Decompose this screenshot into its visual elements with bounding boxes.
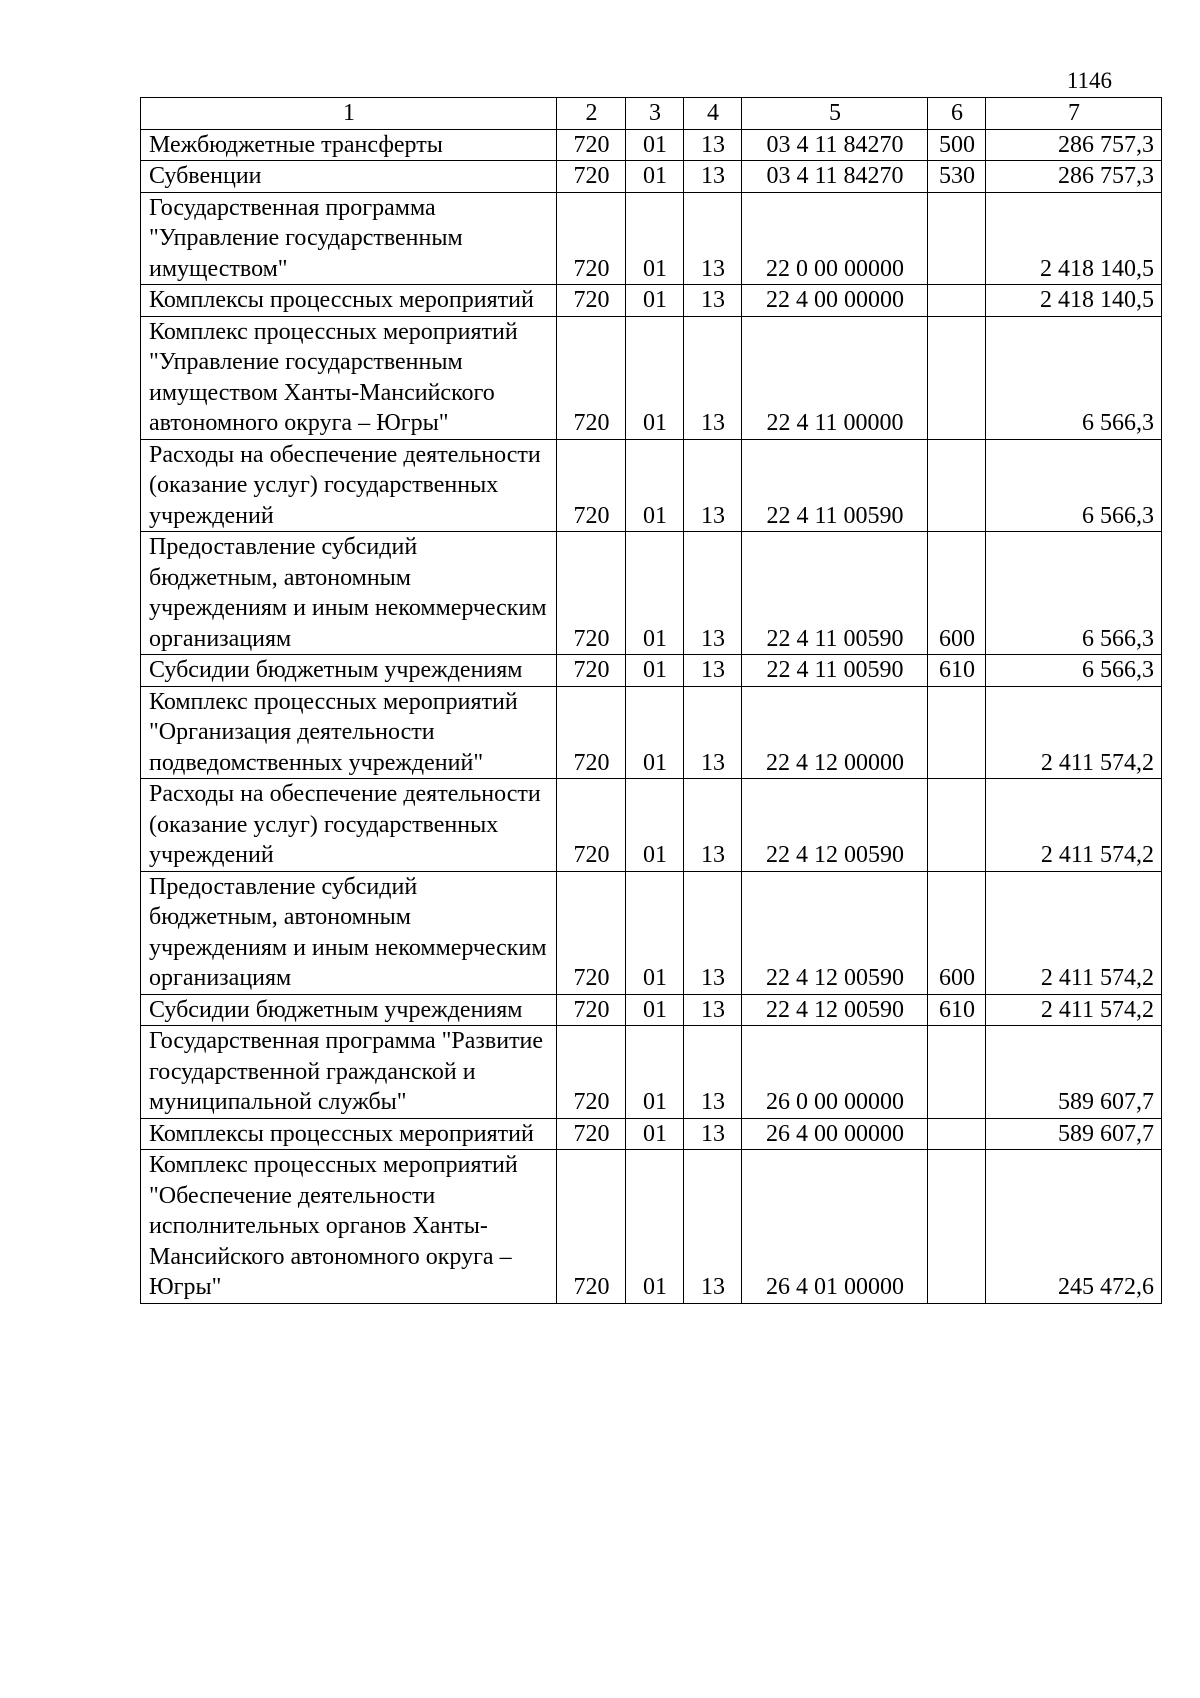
item-name-cell: Государственная программа "Развитие государственной гражданской и муниципальной службы" xyxy=(141,1026,557,1119)
header-cell: 6 xyxy=(928,98,986,130)
ministry-code-cell: 720 xyxy=(557,1026,626,1119)
table-row xyxy=(141,192,1162,285)
target-article-cell: 03 4 11 84270 xyxy=(742,161,928,193)
section-code-cell: 01 xyxy=(626,871,684,994)
ministry-code-cell: 720 xyxy=(557,532,626,655)
subsection-code-cell: 13 xyxy=(684,1026,742,1119)
budget-table xyxy=(140,97,1162,1304)
item-name-cell: Комплекс процессных мероприятий "Организация деятельности подведомственных учреждений" xyxy=(141,686,557,779)
target-article-cell: 22 4 12 00590 xyxy=(742,871,928,994)
table-row xyxy=(141,439,1162,532)
table-row xyxy=(141,994,1162,1026)
amount-cell: 6 566,3 xyxy=(986,655,1162,687)
header-cell: 3 xyxy=(626,98,684,130)
subsection-code-cell: 13 xyxy=(684,1118,742,1150)
section-code-cell: 01 xyxy=(626,192,684,285)
section-code-cell: 01 xyxy=(626,779,684,872)
amount-cell: 286 757,3 xyxy=(986,129,1162,161)
item-name-cell: Расходы на обеспечение деятельности (оказание услуг) государственных учреждений xyxy=(141,779,557,872)
subsection-code-cell: 13 xyxy=(684,439,742,532)
amount-cell: 2 418 140,5 xyxy=(986,192,1162,285)
expense-type-cell: 610 xyxy=(928,994,986,1026)
subsection-code-cell: 13 xyxy=(684,779,742,872)
ministry-code-cell: 720 xyxy=(557,316,626,439)
section-code-cell: 01 xyxy=(626,1150,684,1304)
target-article-cell: 22 4 11 00590 xyxy=(742,532,928,655)
table-row xyxy=(141,316,1162,439)
target-article-cell: 22 4 11 00000 xyxy=(742,316,928,439)
section-code-cell: 01 xyxy=(626,285,684,317)
amount-cell: 245 472,6 xyxy=(986,1150,1162,1304)
page-number: 1146 xyxy=(1066,68,1112,93)
expense-type-cell xyxy=(928,285,986,317)
table-row xyxy=(141,285,1162,317)
amount-cell: 2 411 574,2 xyxy=(986,779,1162,872)
target-article-cell: 22 4 00 00000 xyxy=(742,285,928,317)
table-row xyxy=(141,686,1162,779)
section-code-cell: 01 xyxy=(626,316,684,439)
target-article-cell: 22 0 00 00000 xyxy=(742,192,928,285)
ministry-code-cell: 720 xyxy=(557,285,626,317)
subsection-code-cell: 13 xyxy=(684,994,742,1026)
expense-type-cell: 530 xyxy=(928,161,986,193)
amount-cell: 6 566,3 xyxy=(986,532,1162,655)
item-name-cell: Предоставление субсидий бюджетным, автономным учреждениям и иным некоммерческим организациям xyxy=(141,871,557,994)
amount-cell: 6 566,3 xyxy=(986,439,1162,532)
table-row xyxy=(141,1118,1162,1150)
table-row xyxy=(141,1026,1162,1119)
amount-cell: 2 411 574,2 xyxy=(986,686,1162,779)
expense-type-cell: 500 xyxy=(928,129,986,161)
header-cell: 2 xyxy=(557,98,626,130)
target-article-cell: 26 4 01 00000 xyxy=(742,1150,928,1304)
ministry-code-cell: 720 xyxy=(557,1150,626,1304)
amount-cell: 286 757,3 xyxy=(986,161,1162,193)
expense-type-cell xyxy=(928,1026,986,1119)
subsection-code-cell: 13 xyxy=(684,316,742,439)
subsection-code-cell: 13 xyxy=(684,686,742,779)
expense-type-cell xyxy=(928,779,986,872)
subsection-code-cell: 13 xyxy=(684,285,742,317)
table-body xyxy=(141,129,1162,1303)
expense-type-cell xyxy=(928,686,986,779)
target-article-cell: 22 4 12 00590 xyxy=(742,779,928,872)
item-name-cell: Комплекс процессных мероприятий "Обеспечение деятельности исполнительных органов Ханты-Мансийского автономного округа – Югры" xyxy=(141,1150,557,1304)
ministry-code-cell: 720 xyxy=(557,994,626,1026)
item-name-cell: Субсидии бюджетным учреждениям xyxy=(141,655,557,687)
subsection-code-cell: 13 xyxy=(684,1150,742,1304)
expense-type-cell xyxy=(928,439,986,532)
item-name-cell: Межбюджетные трансферты xyxy=(141,129,557,161)
target-article-cell: 22 4 12 00000 xyxy=(742,686,928,779)
section-code-cell: 01 xyxy=(626,655,684,687)
section-code-cell: 01 xyxy=(626,686,684,779)
ministry-code-cell: 720 xyxy=(557,871,626,994)
expense-type-cell xyxy=(928,1150,986,1304)
amount-cell: 589 607,7 xyxy=(986,1026,1162,1119)
ministry-code-cell: 720 xyxy=(557,129,626,161)
item-name-cell: Государственная программа "Управление государственным имуществом" xyxy=(141,192,557,285)
amount-cell: 2 418 140,5 xyxy=(986,285,1162,317)
header-row xyxy=(141,98,1162,130)
subsection-code-cell: 13 xyxy=(684,871,742,994)
section-code-cell: 01 xyxy=(626,1026,684,1119)
target-article-cell: 22 4 11 00590 xyxy=(742,655,928,687)
table-row xyxy=(141,779,1162,872)
table-row xyxy=(141,1150,1162,1304)
item-name-cell: Субсидии бюджетным учреждениям xyxy=(141,994,557,1026)
table-row xyxy=(141,161,1162,193)
item-name-cell: Комплекс процессных мероприятий "Управление государственным имуществом Ханты-Мансийского автономного округа – Югры" xyxy=(141,316,557,439)
target-article-cell: 26 4 00 00000 xyxy=(742,1118,928,1150)
section-code-cell: 01 xyxy=(626,439,684,532)
subsection-code-cell: 13 xyxy=(684,129,742,161)
target-article-cell: 03 4 11 84270 xyxy=(742,129,928,161)
section-code-cell: 01 xyxy=(626,994,684,1026)
amount-cell: 2 411 574,2 xyxy=(986,871,1162,994)
section-code-cell: 01 xyxy=(626,1118,684,1150)
ministry-code-cell: 720 xyxy=(557,439,626,532)
expense-type-cell: 600 xyxy=(928,532,986,655)
header-cell: 1 xyxy=(141,98,557,130)
header-cell: 4 xyxy=(684,98,742,130)
target-article-cell: 22 4 12 00590 xyxy=(742,994,928,1026)
table-row xyxy=(141,532,1162,655)
ministry-code-cell: 720 xyxy=(557,161,626,193)
expense-type-cell xyxy=(928,192,986,285)
table-row xyxy=(141,871,1162,994)
table-row xyxy=(141,129,1162,161)
ministry-code-cell: 720 xyxy=(557,1118,626,1150)
section-code-cell: 01 xyxy=(626,129,684,161)
item-name-cell: Предоставление субсидий бюджетным, автономным учреждениям и иным некоммерческим организациям xyxy=(141,532,557,655)
expense-type-cell xyxy=(928,1118,986,1150)
amount-cell: 589 607,7 xyxy=(986,1118,1162,1150)
item-name-cell: Субвенции xyxy=(141,161,557,193)
expense-type-cell xyxy=(928,316,986,439)
expense-type-cell: 610 xyxy=(928,655,986,687)
ministry-code-cell: 720 xyxy=(557,655,626,687)
amount-cell: 2 411 574,2 xyxy=(986,994,1162,1026)
section-code-cell: 01 xyxy=(626,532,684,655)
amount-cell: 6 566,3 xyxy=(986,316,1162,439)
item-name-cell: Комплексы процессных мероприятий xyxy=(141,285,557,317)
table-row xyxy=(141,655,1162,687)
header-cell: 7 xyxy=(986,98,1162,130)
ministry-code-cell: 720 xyxy=(557,779,626,872)
subsection-code-cell: 13 xyxy=(684,161,742,193)
section-code-cell: 01 xyxy=(626,161,684,193)
target-article-cell: 26 0 00 00000 xyxy=(742,1026,928,1119)
subsection-code-cell: 13 xyxy=(684,192,742,285)
ministry-code-cell: 720 xyxy=(557,192,626,285)
subsection-code-cell: 13 xyxy=(684,655,742,687)
item-name-cell: Расходы на обеспечение деятельности (оказание услуг) государственных учреждений xyxy=(141,439,557,532)
header-cell: 5 xyxy=(742,98,928,130)
subsection-code-cell: 13 xyxy=(684,532,742,655)
target-article-cell: 22 4 11 00590 xyxy=(742,439,928,532)
expense-type-cell: 600 xyxy=(928,871,986,994)
ministry-code-cell: 720 xyxy=(557,686,626,779)
item-name-cell: Комплексы процессных мероприятий xyxy=(141,1118,557,1150)
